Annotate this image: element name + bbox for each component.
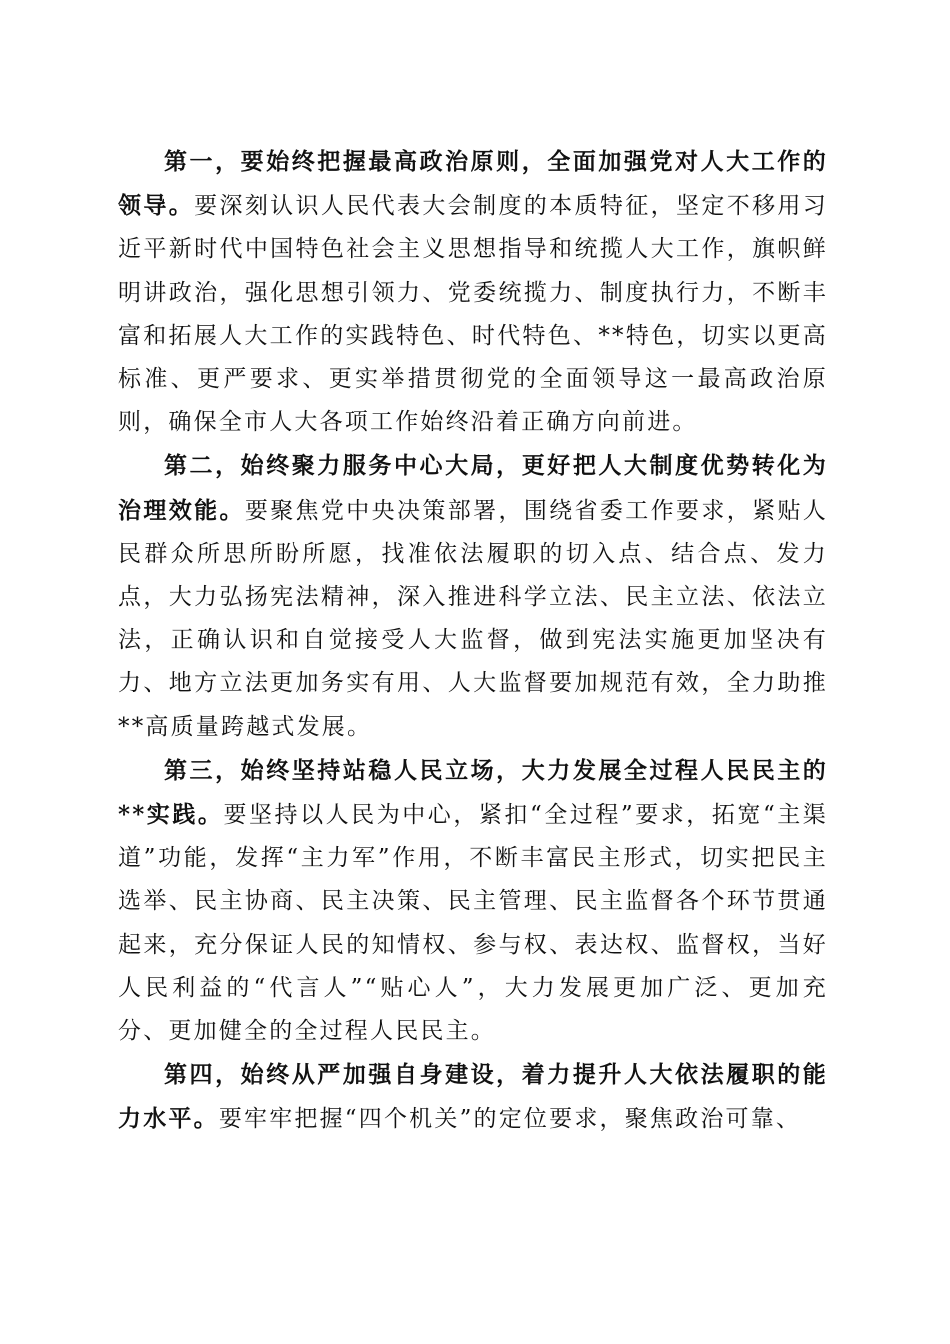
paragraph-1	[118, 140, 828, 444]
paragraph-2-body: 要聚焦党中央决策部署，围绕省委工作要求，紧贴人民群众所思所盼所愿，找准依法履职的切入点、结合点、发力点，大力弘扬宪法精神，深入推进科学立法、民主立法、依法立法，正确认识和自觉接受人大监督，做到宪法实施更加坚决有力、地方立法更加务实有用、人大监督要加规范有效，全力助推**高质量跨越式发展。	[118, 497, 829, 740]
paragraph-4	[118, 1053, 828, 1141]
paragraph-4-body: 要牢牢把握“四个机关”的定位要求，聚焦政治可靠、	[218, 1106, 802, 1133]
paragraph-4-lead: 第四，始终从严加强自身建设，着力提升人大依法履职的能力水平。	[118, 1061, 828, 1133]
paragraph-1-lead: 第一，要始终把握最高政治原则，全面加强党对人大工作的领导。	[118, 148, 828, 220]
paragraph-3-lead: 第三，始终坚持站稳人民立场，大力发展全过程人民民主的**实践。	[118, 756, 828, 829]
paragraph-1-body: 要深刻认识人民代表大会制度的本质特征，坚定不移用习近平新时代中国特色社会主义思想指导和统揽人大工作，旗帜鲜明讲政治，强化思想引领力、党委统揽力、制度执行力，不断丰富和拓展人大工作的实践特色、时代特色、**特色，切实以更高标准、更严要求、更实举措贯彻党的全面领导这一最高政治原则，确保全市人大各项工作始终沿着正确方向前进。	[118, 193, 828, 436]
paragraph-2	[118, 444, 828, 748]
paragraph-2-lead: 第二，始终聚力服务中心大局，更好把人大制度优势转化为治理效能。	[118, 452, 828, 524]
document-body	[118, 140, 828, 1142]
paragraph-3-body: 要坚持以人民为中心，紧扣“全过程”要求，拓宽“主渠道”功能，发挥“主力军”作用，不断丰富民主形式，切实把民主选举、民主协商、民主决策、民主管理、民主监督各个环节贯通起来，充分保证人民的知情权、参与权、表达权、监督权，当好人民利益的“代言人”“贴心人”，大力发展更加广泛、更加充分、更加健全的全过程人民民主。	[118, 802, 828, 1045]
paragraph-3	[118, 749, 828, 1053]
